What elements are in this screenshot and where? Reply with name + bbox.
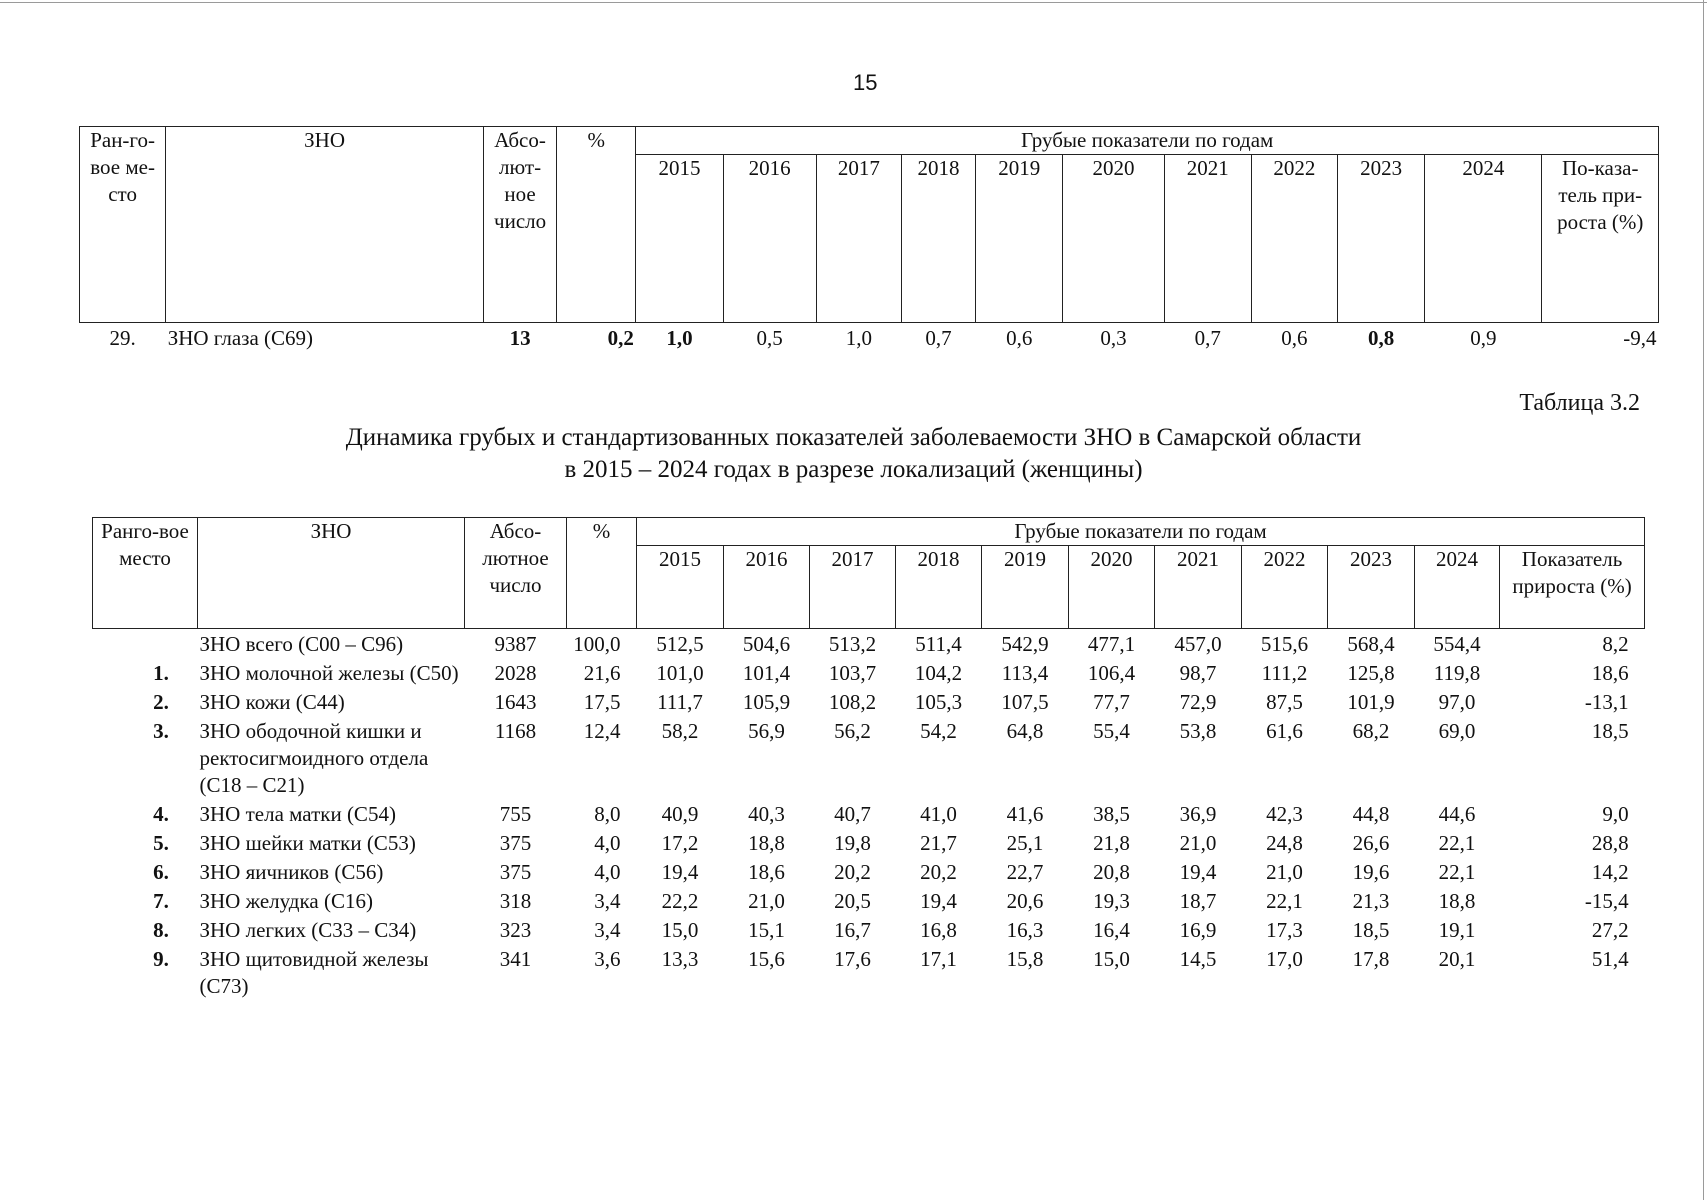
abs-cell: 323 [499, 918, 532, 942]
value-cell: 108,2 [828, 690, 877, 714]
header-rank: Ран-го-вое ме-сто [80, 127, 166, 323]
value-cell: 53,8 [1179, 719, 1217, 743]
abs-cell: 2028 [494, 661, 537, 685]
header-year: 2020 [1063, 155, 1164, 323]
zno-name-cell: ЗНО легких (С33 – С34) [199, 918, 417, 942]
growth-cell: -9,4 [1623, 326, 1657, 350]
rank-cell: 9. [153, 947, 169, 971]
header-pct: % [567, 518, 637, 629]
value-cell: 55,4 [1093, 719, 1130, 743]
value-cell: 21,0 [1179, 831, 1217, 855]
table-title-line: в 2015 – 2024 годах в разрезе локализаций (женщины) [564, 456, 1143, 483]
value-cell: 515,6 [1260, 632, 1309, 656]
value-cell: 61,6 [1266, 719, 1303, 743]
header-year: 2020 [1069, 546, 1155, 629]
value-cell: 36,9 [1179, 802, 1217, 826]
zno-name-cell: ЗНО кожи (С44) [199, 690, 345, 714]
value-cell: 20,5 [834, 889, 871, 913]
value-cell: 20,6 [1006, 889, 1044, 913]
value-cell: 69,0 [1438, 719, 1476, 743]
header-year: 2019 [976, 155, 1063, 323]
pct-cell: 21,6 [583, 661, 621, 685]
header-zno: ЗНО [198, 518, 465, 629]
growth-cell: -13,1 [1584, 690, 1629, 714]
pct-cell: 3,4 [594, 889, 621, 913]
value-cell: 13,3 [661, 947, 699, 971]
value-cell: 40,9 [661, 802, 699, 826]
header-group: Грубые показатели по годам [637, 518, 1645, 546]
table-body [93, 629, 1645, 1001]
table-row [93, 629, 1645, 659]
value-cell: 125,8 [1347, 661, 1395, 685]
zno-name-cell: ЗНО яичников (С56) [199, 860, 384, 884]
table-row [93, 716, 1645, 799]
header-year: 2024 [1415, 546, 1500, 629]
value-cell: 16,7 [834, 918, 871, 942]
growth-cell: 18,5 [1591, 719, 1629, 743]
table-title [0, 422, 1707, 486]
growth-cell: 27,2 [1591, 918, 1629, 942]
table-row [93, 799, 1645, 828]
header-year: 2018 [896, 546, 982, 629]
value-cell: 512,5 [656, 632, 704, 656]
page-number: 15 [853, 70, 878, 95]
value-cell: 40,7 [834, 802, 871, 826]
value-cell: 98,7 [1179, 661, 1217, 685]
header-group: Грубые показатели по годам [636, 127, 1659, 155]
value-cell: 457,0 [1174, 632, 1222, 656]
value-cell: 19,4 [920, 889, 957, 913]
value-cell: 0,9 [1470, 326, 1497, 350]
header-year: 2015 [637, 546, 724, 629]
value-cell: 554,4 [1433, 632, 1481, 656]
table-row [93, 658, 1645, 687]
value-cell: 17,8 [1352, 947, 1390, 971]
value-cell: 101,9 [1347, 690, 1395, 714]
rank-cell: 4. [153, 802, 169, 826]
table-title-line: Динамика грубых и стандартизованных показателей заболеваемости ЗНО в Самарской области [345, 424, 1362, 451]
table-women-incidence [92, 517, 1645, 1000]
pct-cell: 17,5 [583, 690, 621, 714]
abs-cell: 318 [499, 889, 532, 913]
zno-name-cell: ЗНО всего (С00 – С96) [199, 632, 404, 656]
header-year: 2017 [810, 546, 896, 629]
page-top-rule [0, 2, 1707, 3]
pct-cell: 4,0 [594, 860, 621, 884]
header-year: 2016 [724, 546, 810, 629]
value-cell: 15,1 [748, 918, 785, 942]
growth-cell: 14,2 [1591, 860, 1629, 884]
value-cell: 1,0 [845, 326, 872, 350]
value-cell: 22,7 [1006, 860, 1044, 884]
value-cell: 568,4 [1347, 632, 1395, 656]
value-cell: 119,8 [1433, 661, 1481, 685]
abs-cell: 1168 [494, 719, 537, 743]
growth-cell: 9,0 [1602, 802, 1629, 826]
value-cell: 17,0 [1266, 947, 1303, 971]
header-year: 2023 [1328, 546, 1415, 629]
value-cell: 0,7 [925, 326, 952, 350]
table-row [93, 944, 1645, 1000]
value-cell: 20,1 [1438, 947, 1476, 971]
value-cell: 17,1 [920, 947, 957, 971]
value-cell: 0,5 [756, 326, 783, 350]
value-cell: 25,1 [1006, 831, 1044, 855]
abs-cell: 755 [499, 802, 532, 826]
value-cell: 18,8 [748, 831, 785, 855]
rank-cell: 6. [153, 860, 169, 884]
growth-cell: 51,4 [1591, 947, 1629, 971]
value-cell: 105,3 [914, 690, 963, 714]
zno-name-cell: ЗНО шейки матки (С53) [199, 831, 416, 855]
value-cell: 17,6 [834, 947, 871, 971]
value-cell: 56,2 [834, 719, 871, 743]
value-cell: 22,1 [1438, 860, 1476, 884]
value-cell: 105,9 [742, 690, 791, 714]
value-cell: 41,0 [920, 802, 957, 826]
abs-cell: 1643 [494, 690, 537, 714]
header-year: 2017 [816, 155, 901, 323]
value-cell: 513,2 [828, 632, 877, 656]
value-cell: 15,0 [661, 918, 699, 942]
rank-cell: 5. [153, 831, 169, 855]
table-row [93, 857, 1645, 886]
value-cell: 77,7 [1093, 690, 1130, 714]
header-year: 2018 [901, 155, 975, 323]
value-cell: 0,3 [1100, 326, 1127, 350]
value-cell: 19,4 [661, 860, 699, 884]
value-cell: 15,8 [1006, 947, 1044, 971]
value-cell: 111,7 [657, 690, 703, 714]
table-caption: Таблица 3.2 [1519, 390, 1640, 416]
value-cell: 72,9 [1179, 690, 1217, 714]
rank-cell: 1. [153, 661, 169, 685]
value-cell: 21,0 [748, 889, 785, 913]
value-cell: 54,2 [920, 719, 957, 743]
value-cell: 20,2 [834, 860, 871, 884]
value-cell: 87,5 [1266, 690, 1303, 714]
value-cell: 44,8 [1352, 802, 1390, 826]
header-abs: Абсо-лютное число [465, 518, 567, 629]
value-cell: 477,1 [1087, 632, 1136, 656]
growth-cell: 8,2 [1602, 632, 1629, 656]
value-cell: 16,4 [1093, 918, 1130, 942]
value-cell: 0,8 [1367, 326, 1395, 350]
rank-cell: 3. [153, 719, 169, 743]
rank-cell: 7. [153, 889, 169, 913]
value-cell: 18,7 [1179, 889, 1217, 913]
value-cell: 17,3 [1266, 918, 1303, 942]
value-cell: 18,8 [1438, 889, 1476, 913]
zno-name-cell: ЗНО щитовидной железы (С73) [199, 947, 429, 998]
pct-cell: 3,4 [594, 918, 621, 942]
value-cell: 504,6 [742, 632, 791, 656]
value-cell: 21,8 [1093, 831, 1130, 855]
value-cell: 40,3 [748, 802, 785, 826]
pct-cell: 4,0 [594, 831, 621, 855]
table-row [93, 915, 1645, 944]
value-cell: 19,1 [1438, 918, 1476, 942]
zno-name-cell: ЗНО желудка (С16) [199, 889, 373, 913]
value-cell: 106,4 [1087, 661, 1136, 685]
table-row [93, 687, 1645, 716]
value-cell: 103,7 [828, 661, 877, 685]
rank-cell: 29. [109, 326, 136, 350]
value-cell: 19,3 [1093, 889, 1130, 913]
value-cell: 14,5 [1179, 947, 1217, 971]
zno-name-cell: ЗНО ободочной кишки и ректосигмоидного отдела (С18 – С21) [199, 719, 429, 797]
table-row [93, 828, 1645, 857]
header-year: 2015 [636, 155, 723, 323]
header-year: 2021 [1155, 546, 1242, 629]
table-continuation [79, 126, 1659, 352]
value-cell: 17,2 [661, 831, 699, 855]
value-cell: 21,0 [1266, 860, 1303, 884]
header-zno: ЗНО [166, 127, 484, 323]
abs-cell: 13 [509, 326, 531, 350]
value-cell: 113,4 [1001, 661, 1049, 685]
value-cell: 542,9 [1001, 632, 1049, 656]
rank-cell [93, 629, 198, 659]
value-cell: 21,7 [920, 831, 957, 855]
abs-cell: 341 [499, 947, 532, 971]
value-cell: 20,8 [1093, 860, 1130, 884]
value-cell: 26,6 [1352, 831, 1390, 855]
value-cell: 511,4 [915, 632, 962, 656]
value-cell: 0,7 [1194, 326, 1221, 350]
pct-cell: 100,0 [573, 632, 621, 656]
value-cell: 22,1 [1438, 831, 1476, 855]
value-cell: 101,4 [742, 661, 791, 685]
zno-name-cell: ЗНО тела матки (С54) [199, 802, 396, 826]
header-year: 2024 [1425, 155, 1542, 323]
header-growth: По-каза-тель при-роста (%) [1542, 155, 1659, 323]
value-cell: 68,2 [1352, 719, 1390, 743]
pct-cell: 12,4 [583, 719, 621, 743]
abs-cell: 375 [499, 860, 532, 884]
table-row [93, 886, 1645, 915]
value-cell: 22,1 [1266, 889, 1303, 913]
value-cell: 19,8 [834, 831, 871, 855]
value-cell: 15,0 [1093, 947, 1130, 971]
value-cell: 104,2 [914, 661, 963, 685]
value-cell: 107,5 [1001, 690, 1049, 714]
value-cell: 21,3 [1352, 889, 1390, 913]
value-cell: 41,6 [1006, 802, 1044, 826]
value-cell: 56,9 [748, 719, 785, 743]
pct-cell: 3,6 [594, 947, 621, 971]
table-row [80, 323, 1659, 353]
zno-name-cell: ЗНО глаза (С69) [167, 326, 314, 350]
abs-cell: 9387 [494, 632, 537, 656]
rank-cell: 8. [153, 918, 169, 942]
value-cell: 111,2 [1261, 661, 1308, 685]
header-growth: Показатель прироста (%) [1500, 546, 1645, 629]
growth-cell: -15,4 [1584, 889, 1629, 913]
value-cell: 18,5 [1352, 918, 1390, 942]
value-cell: 24,8 [1266, 831, 1303, 855]
abs-cell: 375 [499, 831, 532, 855]
header-year: 2022 [1251, 155, 1337, 323]
growth-cell: 28,8 [1591, 831, 1629, 855]
value-cell: 1,0 [666, 326, 693, 350]
value-cell: 0,6 [1006, 326, 1033, 350]
header-year: 2019 [982, 546, 1069, 629]
value-cell: 64,8 [1006, 719, 1044, 743]
value-cell: 38,5 [1093, 802, 1130, 826]
pct-cell: 8,0 [594, 802, 621, 826]
value-cell: 19,4 [1179, 860, 1217, 884]
value-cell: 58,2 [661, 719, 699, 743]
value-cell: 97,0 [1438, 690, 1476, 714]
header-year: 2023 [1338, 155, 1425, 323]
value-cell: 16,9 [1179, 918, 1217, 942]
zno-name-cell: ЗНО молочной железы (С50) [199, 661, 459, 685]
header-pct: % [557, 127, 636, 323]
page-right-edge [1703, 0, 1704, 1200]
header-year: 2021 [1164, 155, 1251, 323]
header-abs: Абсо-лют-ное число [483, 127, 556, 323]
value-cell: 0,6 [1281, 326, 1308, 350]
value-cell: 15,6 [748, 947, 785, 971]
value-cell: 16,8 [920, 918, 957, 942]
growth-cell: 18,6 [1591, 661, 1629, 685]
pct-cell: 0,2 [607, 326, 634, 350]
value-cell: 19,6 [1352, 860, 1390, 884]
rank-cell: 2. [153, 690, 169, 714]
value-cell: 42,3 [1266, 802, 1303, 826]
value-cell: 101,0 [656, 661, 704, 685]
value-cell: 16,3 [1006, 918, 1044, 942]
header-rank: Ранго-вое место [93, 518, 198, 629]
value-cell: 44,6 [1438, 802, 1476, 826]
value-cell: 20,2 [920, 860, 957, 884]
value-cell: 18,6 [748, 860, 785, 884]
header-year: 2016 [723, 155, 816, 323]
value-cell: 22,2 [661, 889, 699, 913]
header-year: 2022 [1242, 546, 1328, 629]
